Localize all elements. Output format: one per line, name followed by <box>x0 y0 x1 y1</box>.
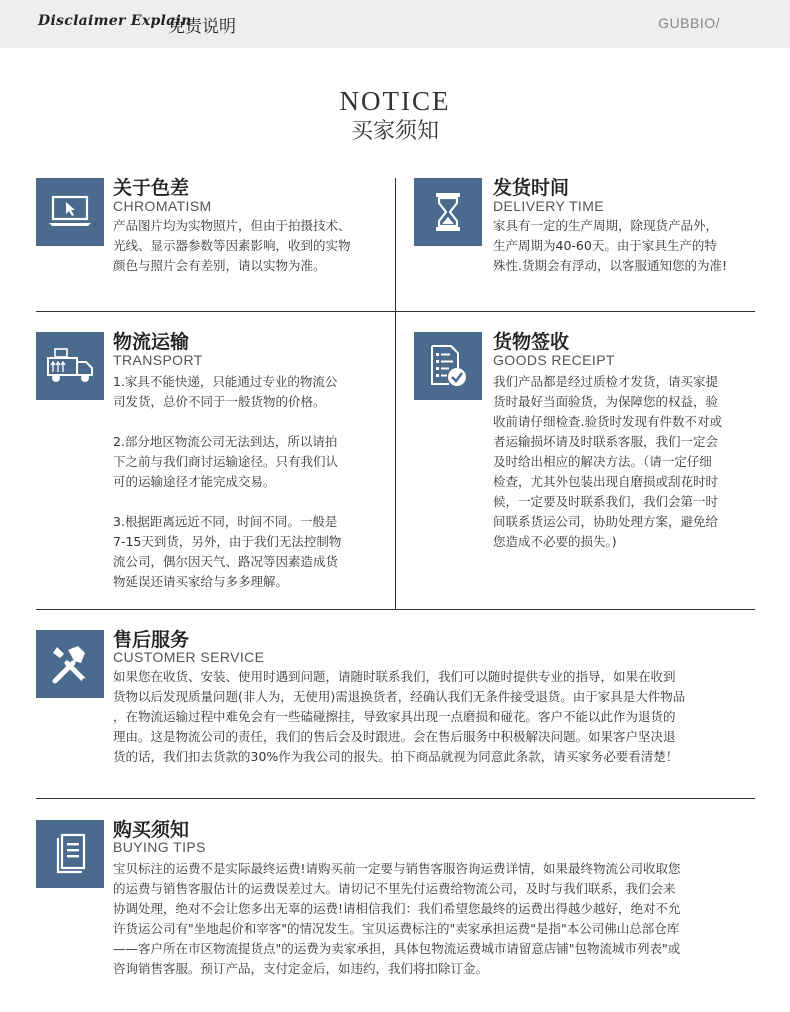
row-divider <box>36 798 755 799</box>
buying-line: 咨询销售客服。预订产品，支付定金后，如违约，我们将扣除订金。 <box>113 961 489 976</box>
service-line: 理由。这是物流公司的责任，我们的售后会及时跟进。会在售后服务中积极解决问题。如果客户坚决退 <box>113 729 676 744</box>
service-icon-box <box>36 630 104 698</box>
header-title-en: Disclaimer Explain <box>38 13 192 29</box>
column-divider <box>395 178 396 609</box>
chromatism-body <box>113 216 383 276</box>
service-line: ，在物流运输过程中难免会有一些磕碰擦挂，导致家具出现一点磨损和碰花。客户不能以此作为退货的 <box>113 709 676 724</box>
buying-icon-box <box>36 820 104 888</box>
receipt-title-cn: 货物签收 <box>493 331 570 353</box>
service-body <box>113 667 758 767</box>
laptop-cursor-icon <box>47 192 93 232</box>
transport-line: 可的运输途径才能完成交易。 <box>113 474 276 489</box>
receipt-line: 候，一定要及时联系我们，我们会第一时 <box>493 494 719 509</box>
receipt-line: 检查，尤其外包装出现自磨损或刮花时时 <box>493 474 719 489</box>
receipt-line: 收前请仔细检查.验货时发现有件数不对或 <box>493 414 722 429</box>
notice-title-en: NOTICE <box>339 86 451 116</box>
header-title-cn: 免责说明 <box>168 17 236 37</box>
hourglass-icon <box>430 191 466 233</box>
receipt-line: 我们产品都是经过质检才发货，请买家提 <box>493 374 719 389</box>
delivery-line: 生产周期为40-60天。由于家具生产的特 <box>493 238 717 253</box>
transport-line: 司发货，总价不同于一般货物的价格。 <box>113 394 326 409</box>
top-bar <box>0 0 790 48</box>
notice-title-cn: 买家须知 <box>350 119 439 144</box>
receipt-line: 货时最好当面验货，为保障您的权益，验 <box>493 394 719 409</box>
delivery-line: 殊性.货期会有浮动，以客服通知您的为准! <box>493 258 727 273</box>
receipt-line: 及时给出相应的解决方法。（请一定仔细 <box>493 454 712 469</box>
checklist-icon <box>427 344 469 388</box>
delivery-body <box>493 216 763 276</box>
delivery-title-en: DELIVERY TIME <box>493 198 605 214</box>
transport-icon-box <box>36 332 104 400</box>
receipt-line: 您造成不必要的损失。) <box>493 534 617 549</box>
buying-title-en: BUYING TIPS <box>113 839 206 855</box>
buying-body <box>113 859 758 979</box>
service-title-cn: 售后服务 <box>113 629 190 651</box>
receipt-title-en: GOODS RECEIPT <box>493 352 615 368</box>
buying-line: 宝贝标注的运费不是实际最终运费!请购买前一定要与销售客服咨询运费详情，如果最终物流公司收取您 <box>113 861 681 876</box>
chromatism-title-en: CHROMATISM <box>113 198 212 214</box>
chromatism-line: 产品图片均为实物照片，但由于拍摄技术、 <box>113 218 351 233</box>
service-line: 如果您在收货、安装、使用时遇到问题，请随时联系我们，我们可以随时提供专业的指导，如果在收到 <box>113 669 676 684</box>
chromatism-icon-box <box>36 178 104 246</box>
buying-line: ——客户所在市区物流提货点"的运费为卖家承担，具体包物流运费城市请留意店铺"包物流城市列表"或 <box>113 941 681 956</box>
buying-line: 的运费与销售客服估计的运费误差过大。请切记不里先付运费给物流公司，及时与我们联系，我们会来 <box>113 881 676 896</box>
transport-line: 3.根据距离远近不同，时间不同。一般是 <box>113 514 338 529</box>
truck-icon <box>45 346 95 386</box>
buying-title-cn: 购买须知 <box>113 819 190 841</box>
delivery-line: 家具有一定的生产周期，除现货产品外， <box>493 218 719 233</box>
transport-line: 物延误还请买家给与多多理解。 <box>113 574 289 589</box>
receipt-body <box>493 372 763 552</box>
buying-line: 协调处理，绝对不会让您多出无辜的运费!请相信我们：我们希望您最终的运费出得越少越好，绝对不允 <box>113 901 681 916</box>
transport-line: 流公司，偶尔因天气、路况等因素造成货 <box>113 554 339 569</box>
transport-line: 下之前与我们商讨运输途径。只有我们认 <box>113 454 339 469</box>
transport-title-en: TRANSPORT <box>113 352 203 368</box>
row-divider <box>36 609 755 610</box>
tools-icon <box>47 641 93 687</box>
document-icon <box>50 832 90 876</box>
row-divider <box>36 311 755 312</box>
transport-title-cn: 物流运输 <box>113 331 190 353</box>
chromatism-line: 颜色与照片会有差别，请以实物为准。 <box>113 258 326 273</box>
transport-line: 1.家具不能快递，只能通过专业的物流公 <box>113 374 338 389</box>
transport-body <box>113 372 383 592</box>
delivery-icon-box <box>414 178 482 246</box>
receipt-line: 间联系货运公司，协助处理方案，避免给 <box>493 514 719 529</box>
service-line: 货的话，我们扣去货款的30%作为我公司的报失。拍下商品就视为同意此条款，请买家务必要看清楚！ <box>113 749 679 764</box>
buying-line: 许货运公司有"坐地起价和宰客"的情况发生。宝贝运费标注的"卖家承担运费"是指"本公司佛山总部仓库 <box>113 921 680 936</box>
receipt-icon-box <box>414 332 482 400</box>
brand-name: GUBBIO/ <box>658 15 720 31</box>
service-line: 货物以后发现质量问题(非人为，无使用)需退换货者，经确认我们无条件接受退货。由于家具是大件物品 <box>113 689 686 704</box>
transport-line: 7-15天到货，另外，由于我们无法控制物 <box>113 534 342 549</box>
receipt-line: 者运输损坏请及时联系客服，我们一定会 <box>493 434 719 449</box>
chromatism-line: 光线、显示器参数等因素影响，收到的实物 <box>113 238 351 253</box>
service-title-en: CUSTOMER SERVICE <box>113 649 265 665</box>
chromatism-title-cn: 关于色差 <box>113 177 190 199</box>
transport-line: 2.部分地区物流公司无法到达，所以请拍 <box>113 434 338 449</box>
delivery-title-cn: 发货时间 <box>493 177 570 199</box>
